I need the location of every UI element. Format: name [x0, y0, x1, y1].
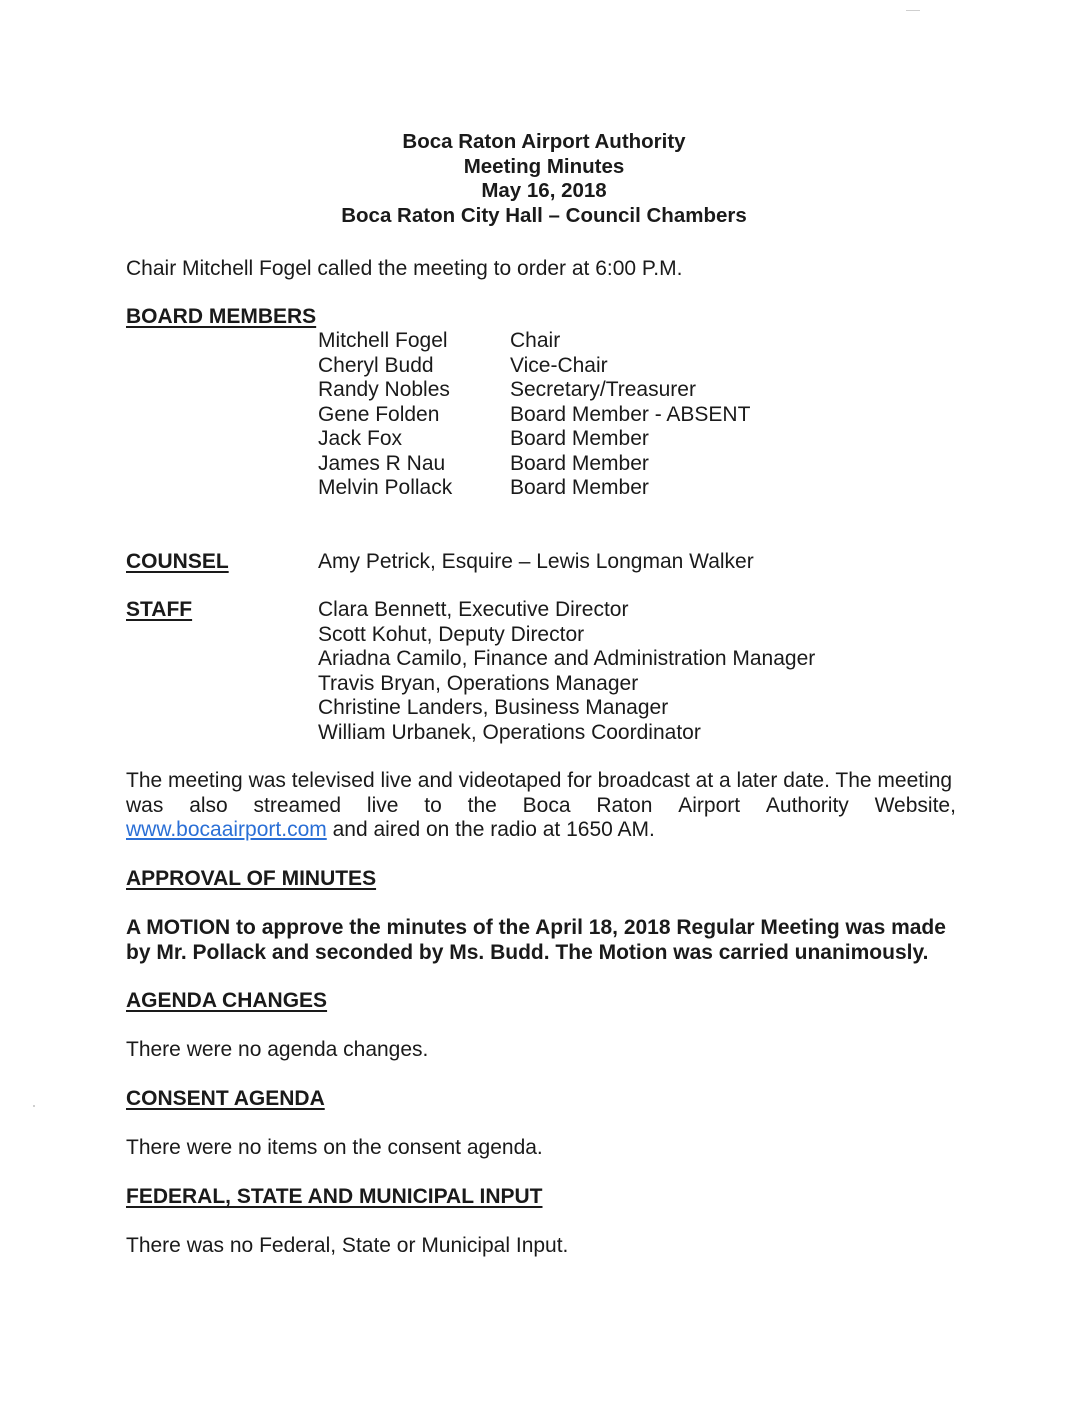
- header-date: May 16, 2018: [481, 179, 607, 202]
- approval-of-minutes-heading: APPROVAL OF MINUTES: [126, 867, 377, 890]
- header-location: Boca Raton City Hall – Council Chambers: [341, 203, 747, 227]
- staff-member: Clara Bennett, Executive Director: [318, 598, 629, 621]
- broadcast-word: streamed: [253, 794, 342, 817]
- document-header: [0, 130, 1088, 228]
- member-role: Chair: [510, 329, 561, 352]
- staff-heading: STAFF: [126, 598, 193, 621]
- member-name: Melvin Pollack: [318, 476, 453, 499]
- broadcast-word: to: [424, 794, 442, 817]
- broadcast-line-3: [126, 818, 655, 842]
- broadcast-line-3-text: and aired on the radio at 1650 AM.: [326, 818, 655, 841]
- staff-member: Christine Landers, Business Manager: [318, 696, 669, 719]
- scan-speck: [906, 10, 920, 11]
- approval-motion-line-2: by Mr. Pollack and seconded by Ms. Budd. The Motion was carried unanimously.: [126, 940, 929, 964]
- agenda-changes-text: There were no agenda changes.: [126, 1038, 429, 1061]
- broadcast-word: Raton: [596, 794, 653, 817]
- member-name: Jack Fox: [318, 427, 403, 450]
- member-name: Cheryl Budd: [318, 353, 434, 377]
- scan-speck: [33, 1105, 35, 1107]
- counsel-text: Amy Petrick, Esquire – Lewis Longman Walker: [318, 550, 754, 573]
- broadcast-word: Authority: [765, 794, 849, 817]
- member-name: James R Nau: [318, 451, 446, 475]
- approval-motion-line-1: A MOTION to approve the minutes of the April 18, 2018 Regular Meeting was made: [126, 916, 946, 939]
- call-to-order: Chair Mitchell Fogel called the meeting to order at 6:00 P.M.: [126, 257, 683, 280]
- website-link[interactable]: www.bocaairport.com: [126, 818, 327, 841]
- member-name: Gene Folden: [318, 402, 440, 426]
- counsel-heading: COUNSEL: [126, 550, 229, 573]
- member-role: Vice-Chair: [510, 353, 608, 377]
- member-role: Board Member: [510, 451, 649, 475]
- header-organization: Boca Raton Airport Authority: [402, 130, 686, 153]
- member-role: Board Member: [510, 427, 649, 450]
- member-role: Board Member: [510, 476, 649, 499]
- broadcast-word: also: [189, 794, 228, 817]
- broadcast-word: Boca: [522, 794, 571, 817]
- staff-member: Travis Bryan, Operations Manager: [318, 671, 639, 695]
- header-title: Meeting Minutes: [463, 154, 625, 178]
- member-role: Board Member - ABSENT: [510, 402, 751, 426]
- consent-agenda-heading: CONSENT AGENDA: [126, 1087, 325, 1110]
- broadcast-word: live: [366, 794, 399, 817]
- broadcast-word: Website,: [874, 794, 956, 817]
- broadcast-word: the: [467, 794, 497, 817]
- broadcast-line-2: [126, 794, 956, 818]
- staff-member: Scott Kohut, Deputy Director: [318, 622, 585, 646]
- member-name: Mitchell Fogel: [318, 329, 448, 352]
- staff-member: Ariadna Camilo, Finance and Administration Manager: [318, 647, 816, 670]
- consent-agenda-text: There were no items on the consent agenda.: [126, 1136, 543, 1159]
- federal-input-text: There was no Federal, State or Municipal Input.: [126, 1234, 569, 1257]
- member-role: Secretary/Treasurer: [510, 378, 696, 401]
- member-name: Randy Nobles: [318, 378, 450, 401]
- agenda-changes-heading: AGENDA CHANGES: [126, 989, 328, 1012]
- broadcast-word: was: [126, 794, 164, 817]
- broadcast-line-1: The meeting was televised live and videotaped for broadcast at a later date. The meeting: [126, 769, 953, 792]
- federal-input-heading: FEDERAL, STATE AND MUNICIPAL INPUT: [126, 1185, 543, 1208]
- board-members-heading: BOARD MEMBERS: [126, 305, 317, 328]
- staff-member: William Urbanek, Operations Coordinator: [318, 720, 701, 744]
- broadcast-word: Airport: [678, 794, 741, 817]
